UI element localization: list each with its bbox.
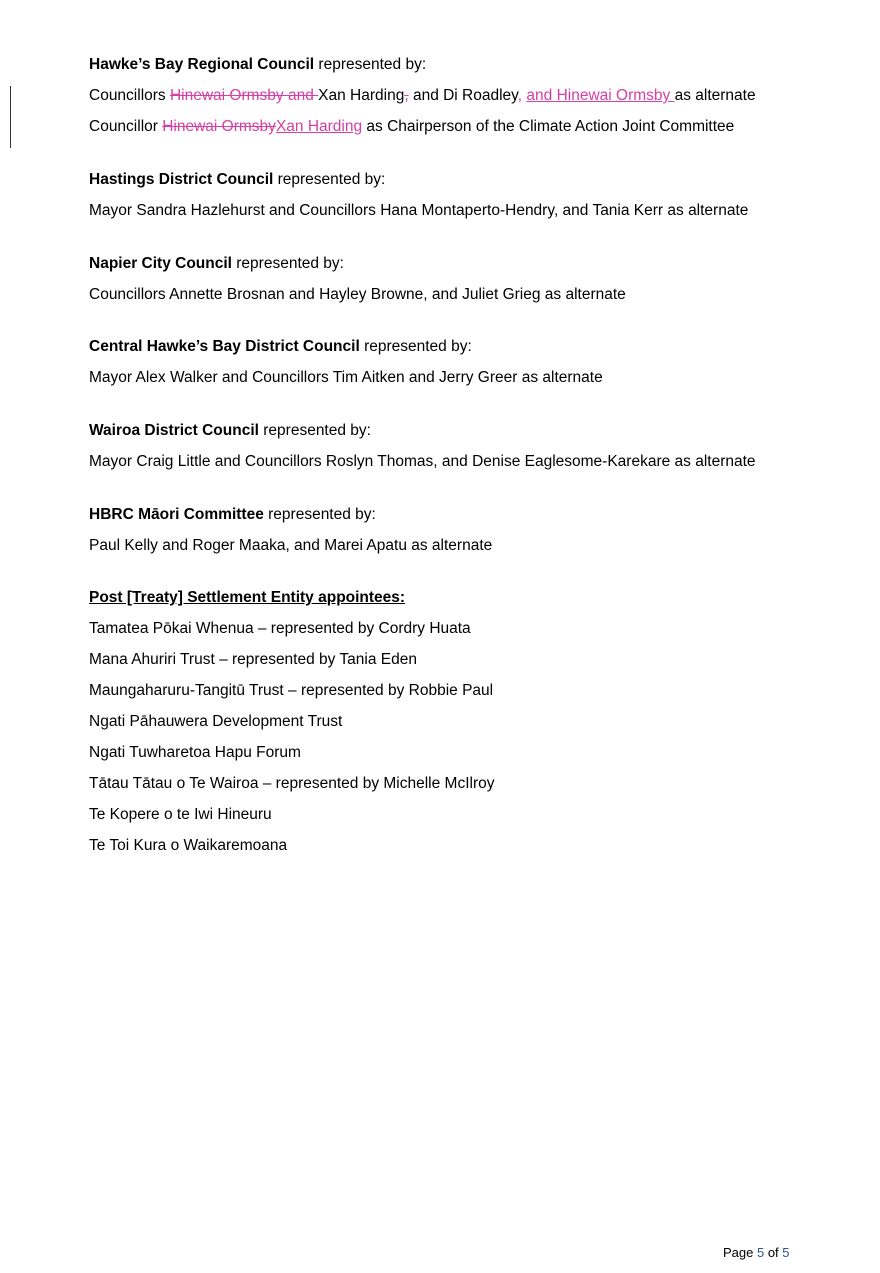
- text: Councillors: [89, 87, 170, 104]
- pse-item: Mana Ahuriri Trust – represented by Tania Eden: [89, 651, 417, 668]
- footer-of-label: of: [764, 1245, 783, 1260]
- pse-item: Tātau Tātau o Te Wairoa – represented by Michelle McIlroy: [89, 775, 495, 792]
- pse-item: Ngati Tuwharetoa Hapu Forum: [89, 744, 301, 761]
- deleted-text: Hinewai Ormsby and: [169, 87, 319, 104]
- wdc-members: Mayor Craig Little and Councillors Roslyn Thomas, and Denise Eaglesome-Karekare as alternate: [89, 453, 756, 470]
- pse-heading: Post [Treaty] Settlement Entity appointees:: [89, 589, 406, 606]
- inserted-text: Xan Harding: [275, 118, 363, 135]
- hdc-members: Mayor Sandra Hazlehurst and Councillors Hana Montaperto-Hendry, and Tania Kerr as alternate: [89, 202, 749, 219]
- text: Xan Harding: [318, 87, 405, 104]
- text: Councillor: [89, 118, 163, 135]
- wdc-heading: Wairoa District Council: [89, 422, 259, 439]
- maori-members: Paul Kelly and Roger Maaka, and Marei Apatu as alternate: [89, 537, 493, 554]
- hbrc-heading-line: [89, 55, 426, 75]
- pse-item: Maungaharuru-Tangitū Trust – represented by Robbie Paul: [89, 682, 494, 699]
- hbrc-members-line: [89, 86, 756, 106]
- chb-heading: Central Hawke’s Bay District Council: [89, 338, 360, 355]
- current-page-number: 5: [756, 1245, 765, 1260]
- pse-item: Ngati Pāhauwera Development Trust: [89, 713, 343, 730]
- hbrc-chair-line: [89, 117, 734, 137]
- hdc-heading-line: [89, 170, 385, 190]
- chb-heading-line: [89, 337, 472, 357]
- ncc-heading-line: [89, 254, 344, 274]
- deleted-text: Hinewai Ormsby: [162, 118, 276, 135]
- deleted-text: ,: [404, 87, 409, 104]
- chb-members: Mayor Alex Walker and Councillors Tim Aitken and Jerry Greer as alternate: [89, 369, 603, 386]
- text: and Di Roadley: [408, 87, 518, 104]
- ncc-heading: Napier City Council: [89, 255, 232, 272]
- wdc-heading-line: [89, 421, 371, 441]
- pse-item: Te Toi Kura o Waikaremoana: [89, 837, 288, 854]
- text: as Chairperson of the Climate Action Joint Committee: [362, 118, 735, 135]
- inserted-text: ,: [517, 87, 523, 104]
- text: as alternate: [674, 87, 756, 104]
- maori-heading: HBRC Māori Committee: [89, 506, 264, 523]
- hbrc-heading: Hawke’s Bay Regional Council: [89, 56, 315, 73]
- pse-item: Te Kopere o te Iwi Hineuru: [89, 806, 272, 823]
- maori-suffix: represented by:: [263, 506, 376, 523]
- page-number-footer: [723, 1245, 790, 1260]
- hdc-suffix: represented by:: [273, 171, 386, 188]
- pse-item: Tamatea Pōkai Whenua – represented by Cordry Huata: [89, 620, 471, 637]
- footer-page-label: Page: [723, 1245, 757, 1260]
- maori-heading-line: [89, 505, 376, 525]
- hbrc-suffix: represented by:: [314, 56, 427, 73]
- ncc-suffix: represented by:: [231, 255, 344, 272]
- total-page-number: 5: [782, 1245, 790, 1260]
- hdc-heading: Hastings District Council: [89, 171, 274, 188]
- inserted-text: and Hinewai Ormsby: [526, 87, 675, 104]
- tracked-change-bar: [10, 86, 11, 148]
- chb-suffix: represented by:: [359, 338, 472, 355]
- ncc-members: Councillors Annette Brosnan and Hayley Browne, and Juliet Grieg as alternate: [89, 286, 626, 303]
- wdc-suffix: represented by:: [258, 422, 371, 439]
